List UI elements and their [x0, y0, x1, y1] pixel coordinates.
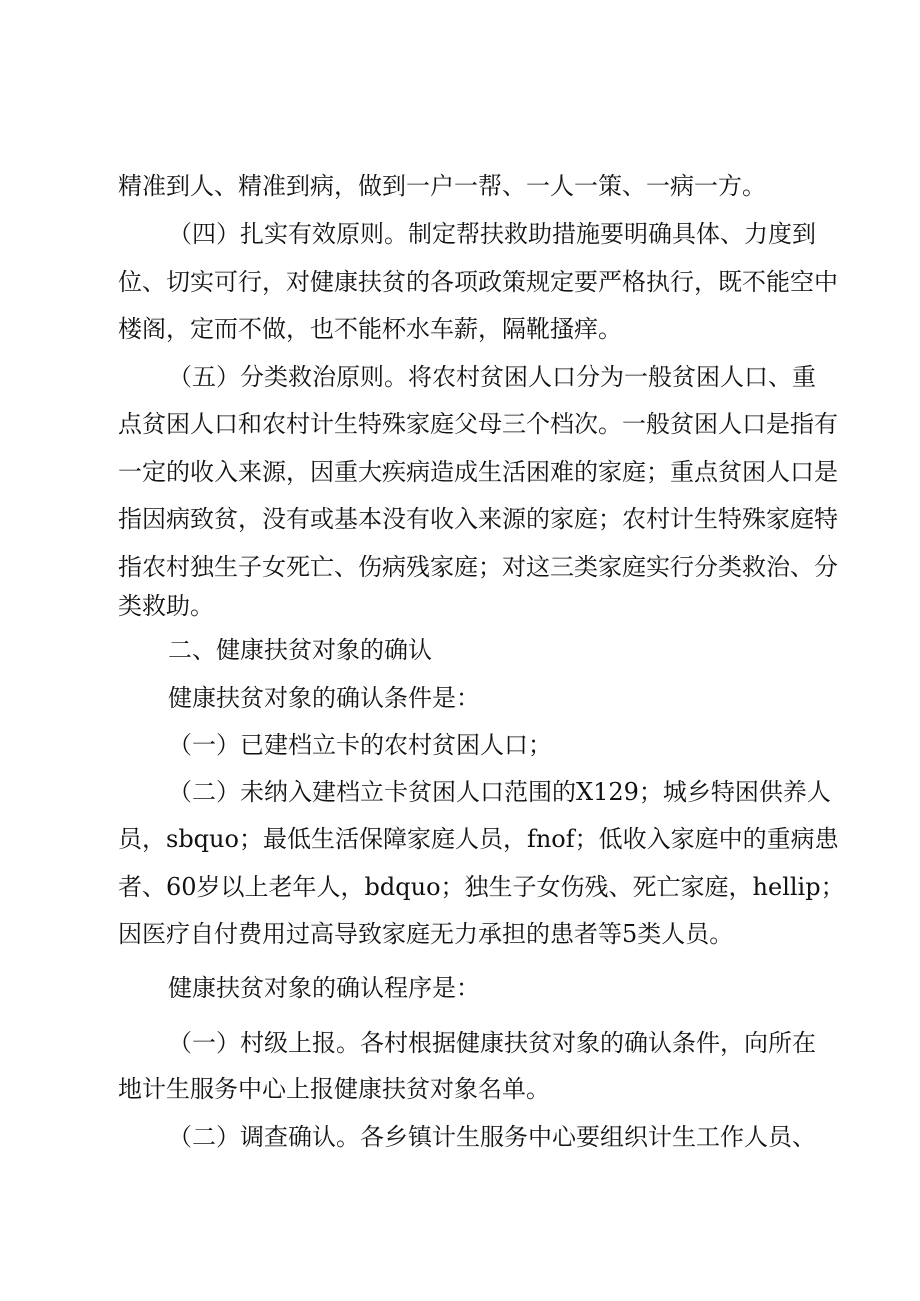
paragraph-line: 楼阁，定而不做，也不能杯水车薪，隔靴搔痒。	[118, 315, 622, 343]
paragraph-line: （四）扎实有效原则。制定帮扶救助措施要明确具体、力度到	[168, 220, 816, 248]
paragraph-line: （五）分类救治原则。将农村贫困人口分为一般贫困人口、重	[168, 363, 816, 391]
section-heading: 二、健康扶贫对象的确认	[168, 636, 432, 664]
list-item: （一）村级上报。各村根据健康扶贫对象的确认条件，向所在	[168, 1029, 816, 1057]
paragraph-line: 健康扶贫对象的确认条件是：	[168, 684, 480, 712]
paragraph-line: 精准到人、精准到病，做到一户一帮、一人一策、一病一方。	[118, 172, 766, 200]
paragraph-line: 位、切实可行，对健康扶贫的各项政策规定要严格执行，既不能空中	[118, 268, 838, 296]
list-item: （一）已建档立卡的农村贫困人口；	[168, 731, 552, 759]
paragraph-line: 指因病致贫，没有或基本没有收入来源的家庭；农村计生特殊家庭特	[118, 505, 838, 533]
paragraph-line: 员，sbquo；最低生活保障家庭人员，fnof；低收入家庭中的重病患	[118, 825, 839, 853]
paragraph-line: 健康扶贫对象的确认程序是：	[168, 974, 480, 1002]
list-item: （二）调查确认。各乡镇计生服务中心要组织计生工作人员、	[168, 1123, 816, 1151]
paragraph-line: 者、60岁以上老年人，bdquo；独生子女伤残、死亡家庭，hellip；	[118, 873, 845, 901]
paragraph-line: 类救助。	[118, 592, 214, 620]
paragraph-line: 地计生服务中心上报健康扶贫对象名单。	[118, 1075, 550, 1103]
list-item: （二）未纳入建档立卡贫困人口范围的X129；城乡特困供养人	[168, 778, 831, 806]
paragraph-line: 一定的收入来源，因重大疾病造成生活困难的家庭；重点贫困人口是	[118, 458, 838, 486]
paragraph-line: 因医疗自付费用过高导致家庭无力承担的患者等5类人员。	[118, 920, 734, 948]
paragraph-line: 点贫困人口和农村计生特殊家庭父母三个档次。一般贫困人口是指有	[118, 410, 838, 438]
paragraph-line: 指农村独生子女死亡、伤病残家庭；对这三类家庭实行分类救治、分	[118, 553, 838, 581]
